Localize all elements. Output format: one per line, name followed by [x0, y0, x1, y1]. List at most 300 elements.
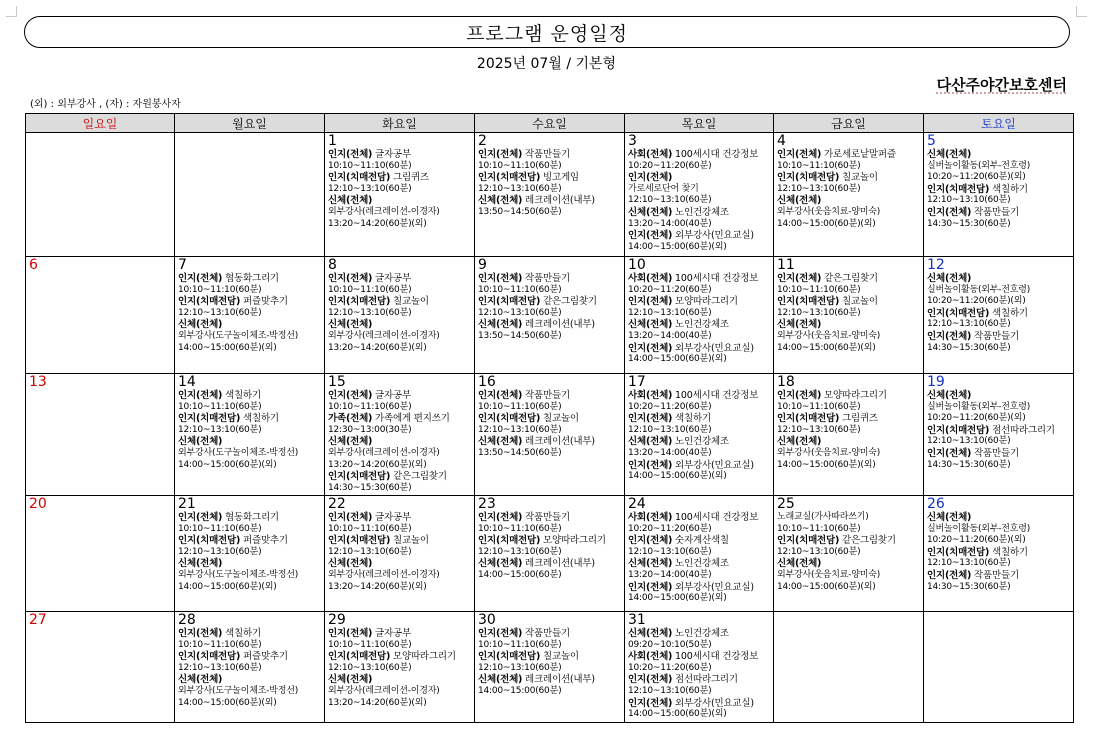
program-line — [328, 273, 474, 285]
program-time: 10:10~11:10(60분) — [178, 523, 262, 534]
program-time: 외부강사(웃음치료-양미숙) — [777, 206, 881, 217]
program-line — [178, 390, 324, 402]
program-name: 색칠하기 — [225, 628, 261, 639]
day-cell — [26, 612, 175, 723]
program-category: 신체(전체) — [178, 319, 223, 331]
program-name: 100세시대 건강정보 — [675, 390, 759, 401]
program-category: 신체(전체) — [478, 558, 523, 570]
program-time: 12:30~13:00(30분) — [328, 424, 412, 435]
page-corner-mark — [6, 6, 17, 17]
program-time: 12:10~13:10(60분) — [927, 195, 1011, 206]
program-category: 신체(전체) — [927, 149, 972, 160]
day-number — [29, 134, 174, 149]
program-category: 인지(치매전담) — [777, 413, 840, 425]
program-category: 인지(전체) — [628, 535, 673, 547]
program-line — [328, 319, 474, 331]
program-time: 12:10~13:10(60분) — [478, 183, 562, 194]
program-time: 12:10~13:10(60분) — [478, 546, 562, 557]
day-number: 1 — [328, 133, 337, 149]
program-line — [628, 273, 773, 285]
day-cell — [475, 133, 625, 257]
program-line — [628, 319, 773, 331]
program-category: 인지(전체) — [628, 459, 673, 471]
program-category: 인지(치매전담) — [777, 535, 840, 547]
program-name: 색칠하기 — [991, 546, 1028, 558]
program-time: 14:00~15:00(60분)(외) — [777, 459, 876, 470]
program-time: 10:10~11:10(60분) — [328, 639, 412, 650]
program-time: 실버놀이활동(외부-전호령) — [927, 523, 1031, 534]
program-name: 퍼즐맞추기 — [242, 651, 288, 663]
program-line — [777, 390, 923, 402]
program-time: 10:10~11:10(60분) — [328, 284, 412, 295]
program-category: 인지(치매전담) — [927, 546, 990, 558]
program-category: 인지(전체) — [178, 512, 223, 523]
program-time: 외부강사(웃음치료-양미숙) — [777, 447, 881, 458]
program-category: 인지(전체) — [178, 390, 223, 401]
program-time: 10:20~11:20(60분)(외) — [927, 172, 1026, 183]
program-line — [628, 698, 773, 710]
program-category: 사회(전체) — [628, 149, 673, 160]
program-name: 노인건강체조 — [675, 206, 729, 218]
day-number: 22 — [328, 496, 346, 512]
calendar-body — [26, 133, 1074, 723]
day-cell — [325, 496, 475, 612]
program-line — [478, 195, 624, 207]
day-cell — [625, 257, 774, 374]
program-category: 신체(전체) — [927, 273, 972, 284]
day-number — [927, 613, 1073, 628]
program-name: 색칠하기 — [991, 183, 1028, 195]
program-category: 인지(전체) — [478, 273, 523, 284]
week-row — [26, 612, 1074, 723]
program-name: 점선따라그리기 — [991, 424, 1055, 436]
day-number: 6 — [29, 257, 38, 273]
day-cell — [475, 257, 625, 374]
program-line — [328, 558, 474, 570]
program-time: 10:20~11:20(60분) — [628, 160, 712, 171]
program-time: 12:10~13:10(60분) — [628, 195, 712, 206]
program-time: 10:20~11:20(60분) — [628, 284, 712, 295]
title-banner — [24, 16, 1070, 48]
program-name: 그림퀴즈 — [841, 413, 878, 425]
program-line — [927, 512, 1073, 524]
program-time: 13:20~14:00(40분) — [628, 569, 712, 580]
day-number: 17 — [628, 374, 646, 390]
day-number — [178, 134, 324, 149]
day-cell — [774, 133, 924, 257]
program-category: 신체(전체) — [328, 319, 373, 331]
program-time: 14:00~15:00(60분)(외) — [628, 354, 727, 365]
weekday-header-sun: 일요일 — [26, 114, 175, 133]
program-category: 인지(전체) — [178, 628, 223, 639]
program-line — [777, 319, 923, 331]
day-cell — [26, 257, 175, 374]
program-category: 인지(전체) — [777, 273, 822, 284]
program-category: 신체(전체) — [478, 436, 523, 448]
day-number: 30 — [478, 612, 496, 628]
day-number: 19 — [927, 374, 945, 390]
program-time: 12:10~13:10(60분) — [628, 685, 712, 696]
program-time: 13:50~14:50(60분) — [478, 330, 562, 341]
program-name: 작품만들기 — [974, 569, 1019, 581]
program-category: 인지(전체) — [328, 512, 373, 523]
program-time: 실버놀이활동(외부-전호령) — [927, 160, 1031, 171]
program-line — [478, 273, 624, 285]
program-category: 신체(전체) — [628, 319, 673, 331]
weekday-header-tue: 화요일 — [325, 114, 475, 133]
day-cell — [26, 374, 175, 496]
program-line — [777, 195, 923, 207]
program-category: 인지(전체) — [478, 149, 523, 160]
weekday-header-fri: 금요일 — [774, 114, 924, 133]
program-line — [178, 319, 324, 331]
program-time: 14:30~15:30(60분) — [927, 342, 1011, 353]
program-line — [628, 512, 773, 524]
program-time: 14:30~15:30(60분) — [328, 482, 412, 493]
day-cell — [26, 496, 175, 612]
program-name: 작품만들기 — [525, 273, 570, 284]
week-row — [26, 496, 1074, 612]
day-cell — [774, 496, 924, 612]
program-time: 13:20~14:00(40분) — [628, 330, 712, 341]
program-time: 13:20~14:20(60분)(외) — [328, 342, 427, 353]
program-name: 레크레이션(내부) — [525, 436, 595, 448]
program-time: 10:20~11:20(60분) — [628, 401, 712, 412]
program-name: 글자공부 — [375, 390, 411, 401]
program-name: 외부강사(민요교실) — [675, 459, 754, 471]
program-name: 글자공부 — [375, 149, 411, 160]
program-name: 빙고게임 — [542, 172, 579, 184]
program-time: 13:50~14:50(60분) — [478, 206, 562, 217]
program-line — [478, 436, 624, 448]
program-name: 레크레이션(내부) — [525, 195, 595, 207]
program-line — [478, 413, 624, 425]
program-time: 외부강사(레크레이션-이경자) — [328, 447, 440, 458]
day-number: 20 — [29, 496, 47, 512]
program-category: 인지(전체) — [178, 273, 223, 284]
program-time: 외부강사(웃음치료-양미숙) — [777, 330, 881, 341]
program-category: 인지(치매전담) — [777, 172, 840, 184]
day-number: 12 — [927, 257, 945, 273]
program-category: 인지(전체) — [628, 342, 673, 354]
program-time: 12:10~13:10(60분) — [777, 307, 861, 318]
program-time: 13:20~14:20(60분)(외) — [328, 697, 427, 708]
day-cell — [924, 612, 1074, 723]
program-line — [328, 471, 474, 483]
program-line — [178, 674, 324, 686]
program-category: 인지(전체) — [478, 390, 523, 401]
program-name: 외부강사(민요교실) — [675, 230, 754, 242]
program-time: 노래교실(가사따라쓰기) — [777, 512, 869, 522]
program-category: 신체(전체) — [178, 674, 223, 686]
program-time: 14:00~15:00(60분)(외) — [628, 593, 727, 604]
program-line — [628, 674, 773, 686]
program-time: 12:10~13:10(60분) — [328, 662, 412, 673]
day-cell — [175, 133, 325, 257]
program-line — [328, 413, 474, 425]
program-time: 10:10~11:10(60분) — [777, 523, 861, 534]
program-time: 10:10~11:10(60분) — [178, 401, 262, 412]
program-category: 인지(치매전담) — [478, 651, 541, 663]
program-category: 인지(전체) — [927, 206, 972, 218]
program-category: 신체(전체) — [478, 674, 523, 686]
program-time: 13:20~14:00(40분) — [628, 447, 712, 458]
program-category: 인지(전체) — [628, 674, 673, 686]
program-category: 인지(치매전담) — [328, 651, 391, 663]
program-category: 인지(치매전담) — [927, 424, 990, 436]
program-line — [927, 308, 1073, 320]
program-category: 인지(전체) — [478, 512, 523, 523]
program-category: 가족(전체) — [328, 413, 373, 425]
program-category: 인지(전체) — [628, 296, 673, 308]
program-name: 모양따라그리기 — [542, 535, 606, 547]
program-line — [478, 628, 624, 640]
program-name: 작품만들기 — [974, 330, 1019, 342]
program-line — [178, 436, 324, 448]
program-time: 12:10~13:10(60분) — [478, 424, 562, 435]
day-cell — [774, 374, 924, 496]
program-line — [328, 296, 474, 308]
day-number: 9 — [478, 257, 487, 273]
day-number: 31 — [628, 612, 646, 628]
day-cell — [774, 257, 924, 374]
program-line — [478, 149, 624, 161]
program-time: 외부강사(웃음치료-양미숙) — [777, 569, 881, 580]
program-time: 14:00~15:00(60분)(외) — [178, 697, 277, 708]
center-name: 다산주야간보호센터 — [936, 76, 1067, 94]
program-time: 13:20~14:20(60분)(외) — [328, 218, 427, 229]
program-category: 인지(전체) — [328, 628, 373, 639]
program-time: 14:00~15:00(60분) — [478, 569, 562, 580]
day-number: 28 — [178, 612, 196, 628]
program-time: 14:00~15:00(60분) — [478, 685, 562, 696]
program-time: 12:10~13:10(60분) — [478, 662, 562, 673]
program-time: 14:00~15:00(60분)(외) — [777, 218, 876, 229]
day-number: 16 — [478, 374, 496, 390]
program-name: 같은그림찾기 — [542, 296, 597, 308]
day-cell — [924, 133, 1074, 257]
program-line — [328, 628, 474, 640]
program-time: 13:20~14:20(60분)(외) — [328, 581, 427, 592]
program-time: 10:10~11:10(60분) — [478, 160, 562, 171]
program-category: 신체(전체) — [178, 558, 223, 570]
day-cell — [924, 257, 1074, 374]
day-number: 26 — [927, 496, 945, 512]
program-name: 같은그림찾기 — [824, 273, 878, 284]
program-category: 인지(치매전담) — [478, 413, 541, 425]
program-name: 점선따라그리기 — [675, 674, 738, 686]
program-name: 외부강사(민요교실) — [675, 581, 754, 593]
program-name: 100세시대 건강정보 — [675, 273, 759, 284]
program-name: 100세시대 건강정보 — [675, 149, 759, 160]
day-cell — [774, 612, 924, 723]
program-category: 인지(치매전담) — [178, 651, 241, 663]
program-line — [777, 296, 923, 308]
week-row — [26, 133, 1074, 257]
program-time: 외부강사(도구놀이체조-박정선) — [178, 685, 299, 696]
program-category: 인지(전체) — [328, 390, 373, 401]
program-category: 인지(전체) — [628, 230, 673, 242]
program-category: 인지(치매전담) — [478, 172, 541, 184]
program-category: 신체(전체) — [628, 436, 673, 448]
program-name: 작품만들기 — [525, 390, 570, 401]
weekday-header-row — [26, 114, 1074, 133]
program-category: 인지(치매전담) — [178, 535, 241, 547]
program-time: 14:00~15:00(60분)(외) — [628, 709, 727, 720]
program-line — [478, 172, 624, 184]
program-time: 10:10~11:10(60분) — [478, 639, 562, 650]
program-time: 외부강사(레크레이션-이경자) — [328, 685, 440, 696]
program-line — [927, 390, 1073, 402]
program-line — [777, 413, 923, 425]
program-line — [927, 273, 1073, 285]
program-time: 12:10~13:10(60분) — [777, 424, 861, 435]
program-name: 색칠하기 — [242, 413, 279, 425]
program-line — [478, 296, 624, 308]
program-line — [628, 651, 773, 663]
program-category: 신체(전체) — [328, 674, 373, 686]
day-cell — [325, 257, 475, 374]
program-line — [178, 651, 324, 663]
program-category: 신체(전체) — [478, 319, 523, 331]
day-cell — [175, 257, 325, 374]
program-time: 외부강사(레크레이션-이경자) — [328, 569, 440, 580]
program-time: 10:10~11:10(60분) — [328, 401, 412, 412]
program-time: 12:10~13:10(60분) — [927, 558, 1011, 569]
program-time: 12:10~13:10(60분) — [927, 319, 1011, 330]
program-name: 100세시대 건강정보 — [675, 512, 759, 523]
program-name: 같은그림찾기 — [841, 535, 896, 547]
program-line — [328, 172, 474, 184]
program-category: 신체(전체) — [178, 436, 223, 448]
program-line — [777, 172, 923, 184]
program-name: 퍼즐맞추기 — [242, 535, 288, 547]
program-category: 신체(전체) — [777, 436, 822, 448]
day-number — [777, 613, 923, 628]
program-time: 14:00~15:00(60분)(외) — [777, 342, 876, 353]
page-title: 프로그램 운영일정 — [466, 22, 628, 45]
day-number: 14 — [178, 374, 196, 390]
program-time: 12:10~13:10(60분) — [178, 662, 262, 673]
program-time: 12:10~13:10(60분) — [178, 546, 262, 557]
day-number: 5 — [927, 133, 936, 149]
program-time: 09:20~10:10(50분) — [628, 639, 712, 650]
day-cell — [475, 496, 625, 612]
day-cell — [26, 133, 175, 257]
program-line — [927, 207, 1073, 219]
program-time: 외부강사(레크레이션-이경자) — [328, 330, 440, 341]
program-time: 10:10~11:10(60분) — [178, 639, 262, 650]
program-line — [628, 172, 773, 184]
program-time: 10:20~11:20(60분)(외) — [927, 296, 1026, 307]
program-category: 신체(전체) — [328, 558, 373, 570]
program-name: 노인건강체조 — [675, 319, 729, 331]
program-time: 12:10~13:10(60분) — [777, 183, 861, 194]
program-line — [927, 448, 1073, 460]
program-line — [478, 651, 624, 663]
program-time: 12:10~13:10(60분) — [628, 546, 712, 557]
program-category: 인지(치매전담) — [328, 535, 391, 547]
program-name: 작품만들기 — [974, 206, 1019, 218]
program-time: 12:10~13:10(60분) — [178, 307, 262, 318]
program-category: 인지(치매전담) — [328, 172, 391, 184]
program-time: 12:10~13:10(60분) — [328, 546, 412, 557]
day-number: 13 — [29, 374, 47, 390]
program-line — [927, 149, 1073, 161]
program-category: 인지(치매전담) — [328, 471, 391, 483]
day-number: 24 — [628, 496, 646, 512]
program-time: 13:20~14:20(60분)(외) — [328, 459, 427, 470]
program-time: 10:10~11:10(60분) — [478, 401, 562, 412]
program-category: 신체(전체) — [328, 195, 373, 207]
program-time: 12:10~13:10(60분) — [478, 307, 562, 318]
program-name: 글자공부 — [375, 628, 411, 639]
day-cell — [175, 496, 325, 612]
program-category: 사회(전체) — [628, 651, 673, 663]
day-number: 27 — [29, 612, 47, 628]
program-time: 10:10~11:10(60분) — [777, 284, 861, 295]
program-name: 숫자계산색칠 — [675, 535, 729, 547]
day-number: 10 — [628, 257, 646, 273]
program-time: 10:20~11:20(60분) — [628, 662, 712, 673]
program-line — [628, 460, 773, 472]
program-category: 신체(전체) — [628, 206, 673, 218]
program-category: 신체(전체) — [927, 390, 972, 401]
program-line — [178, 558, 324, 570]
program-time: 12:10~13:10(60분) — [927, 436, 1011, 447]
program-category: 인지(치매전담) — [927, 183, 990, 195]
day-cell — [625, 374, 774, 496]
program-category: 인지(전체) — [927, 330, 972, 342]
program-name: 글자공부 — [375, 273, 411, 284]
program-category: 인지(전체) — [478, 628, 523, 639]
day-number: 8 — [328, 257, 337, 273]
program-category: 인지(전체) — [628, 581, 673, 593]
day-cell — [325, 133, 475, 257]
program-time: 10:10~11:10(60분) — [178, 284, 262, 295]
calendar-table — [25, 113, 1074, 723]
program-category: 사회(전체) — [628, 512, 673, 523]
program-time: 12:10~13:10(60분) — [178, 424, 262, 435]
program-line — [178, 535, 324, 547]
program-line — [178, 413, 324, 425]
day-cell — [625, 612, 774, 723]
program-name: 외부강사(민요교실) — [675, 342, 754, 354]
program-line — [328, 512, 474, 524]
program-time: 10:10~11:10(60분) — [478, 523, 562, 534]
day-cell — [175, 612, 325, 723]
program-time: 14:00~15:00(60분)(외) — [628, 471, 727, 482]
day-number: 11 — [777, 257, 795, 273]
program-time: 10:20~11:20(60분)(외) — [927, 535, 1026, 546]
program-time: 외부강사(도구놀이체조-박정선) — [178, 330, 299, 341]
day-number: 25 — [777, 496, 795, 512]
program-line — [927, 425, 1073, 437]
program-category: 신체(전체) — [777, 195, 822, 207]
program-line — [628, 436, 773, 448]
program-line — [478, 558, 624, 570]
program-time: 12:10~13:10(60분) — [328, 307, 412, 318]
program-category: 인지(전체) — [927, 569, 972, 581]
program-line — [927, 184, 1073, 196]
program-line — [777, 535, 923, 547]
day-cell — [924, 496, 1074, 612]
program-time: 14:00~15:00(60분)(외) — [777, 581, 876, 592]
program-name: 칠교놀이 — [542, 413, 579, 425]
day-number: 15 — [328, 374, 346, 390]
program-name: 레크레이션(내부) — [525, 674, 595, 686]
program-time: 14:30~15:30(60분) — [927, 459, 1011, 470]
